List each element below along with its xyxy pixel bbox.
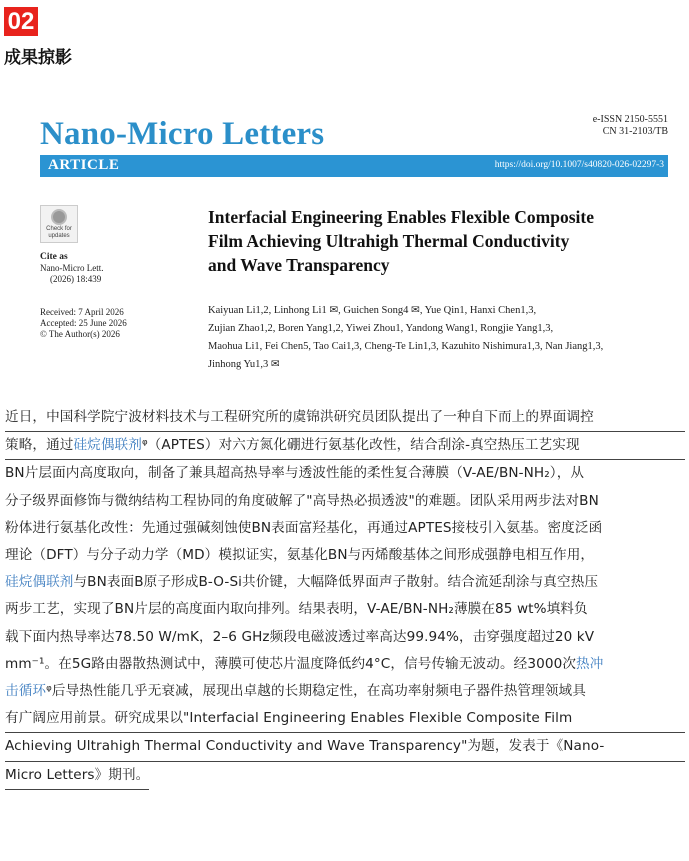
para-line: Micro Letters》期刊。 bbox=[5, 762, 149, 790]
para-line: 策略，通过硅烷偶联剂ᵠ（APTES）对六方氮化硼进行氨基化改性，结合刮涂-真空热压工艺实现 bbox=[5, 432, 685, 460]
para-line: 载下面内热导率达78.50 W/mK，2–6 GHz频段电磁波透过率高达99.94%，击穿强度超过20 kV bbox=[5, 628, 595, 645]
para-line: BN片层面内高度取向，制备了兼具超高热导率与透波性能的柔性复合薄膜（V-AE/BN-NH₂），从 bbox=[5, 465, 585, 482]
issn-block bbox=[593, 114, 668, 138]
doi-link[interactable]: https://doi.org/10.1007/s40820-026-02297-3 bbox=[494, 160, 664, 170]
article-label: ARTICLE bbox=[48, 157, 120, 173]
check-updates-label-1: Check for bbox=[46, 226, 72, 232]
dates-block bbox=[40, 307, 127, 340]
paper-title bbox=[208, 205, 668, 277]
title-line: and Wave Transparency bbox=[208, 255, 390, 275]
accepted-date: Accepted: 25 June 2026 bbox=[40, 318, 127, 328]
title-line: Film Achieving Ultrahigh Thermal Conductivity bbox=[208, 231, 570, 251]
author-line: Maohua Li1, Fei Chen5, Tao Cai1,3, Cheng-Te Lin1,3, Kazuhito Nishimura1,3, Nan Jiang1,3, bbox=[208, 341, 604, 352]
inline-link[interactable]: 热冲 bbox=[576, 655, 604, 672]
paper-header-image bbox=[38, 108, 670, 378]
para-line: 硅烷偶联剂与BN表面B原子形成B-O-Si共价键，大幅降低界面声子散射。结合流延刮涂与真空热压 bbox=[5, 574, 599, 591]
para-line: 两步工艺，实现了BN片层的高度面内取向排列。结果表明，V-AE/BN-NH₂薄膜在85 wt%填料负 bbox=[5, 601, 588, 618]
para-line: 近日，中国科学院宁波材料技术与工程研究所的虞锦洪研究员团队提出了一种自下而上的界面调控 bbox=[5, 404, 685, 432]
para-line: 粉体进行氨基化改性：先通过强碱刻蚀使BN表面富羟基化，再通过APTES接枝引入氨基。密度泛函 bbox=[5, 519, 603, 536]
cite-block bbox=[40, 251, 103, 285]
para-line: 分子级界面修饰与微纳结构工程协同的角度破解了"高导热必损透波"的难题。团队采用两步法对BN bbox=[5, 492, 599, 509]
para-line: 理论（DFT）与分子动力学（MD）模拟证实，氨基化BN与丙烯酸基体之间形成强静电相互作用， bbox=[5, 547, 595, 564]
cite-journal: Nano-Micro Lett. bbox=[40, 263, 104, 273]
journal-name: Nano-Micro Letters bbox=[40, 116, 325, 152]
title-line: Interfacial Engineering Enables Flexible Composite bbox=[208, 207, 594, 227]
cite-as-label: Cite as bbox=[40, 252, 68, 262]
check-updates-icon bbox=[51, 209, 67, 225]
author-line: Jinhong Yu1,3 ✉ bbox=[208, 359, 280, 370]
check-updates-label-2: updates bbox=[48, 233, 70, 239]
e-issn: e-ISSN 2150-5551 bbox=[592, 114, 668, 125]
para-line: mm⁻¹。在5G路由器散热测试中，薄膜可使芯片温度降低约4°C，信号传输无波动。经3000次热冲 bbox=[5, 655, 604, 672]
author-line: Kaiyuan Li1,2, Linhong Li1 ✉, Guichen Song4 ✉, Yue Qin1, Hanxi Chen1,3, bbox=[208, 305, 537, 316]
cn-number: CN 31-2103/TB bbox=[602, 126, 668, 137]
article-bar bbox=[40, 155, 668, 177]
received-date: Received: 7 April 2026 bbox=[40, 307, 124, 317]
section-title: 成果掠影 bbox=[4, 48, 72, 68]
check-updates-button[interactable] bbox=[40, 205, 78, 243]
article-summary bbox=[5, 404, 685, 790]
para-line: 击循环ᵠ后导热性能几乎无衰减，展现出卓越的长期稳定性，在高功率射频电子器件热管理领域具 bbox=[5, 683, 586, 700]
author-line: Zujian Zhao1,2, Boren Yang1,2, Yiwei Zhou1, Yandong Wang1, Rongjie Yang1,3, bbox=[208, 323, 554, 334]
para-line: Achieving Ultrahigh Thermal Conductivity and Wave Transparency"为题，发表于《Nano- bbox=[5, 733, 685, 761]
cite-ref: (2026) 18:439 bbox=[50, 274, 102, 284]
section-number-badge: 02 bbox=[4, 7, 38, 36]
inline-link[interactable]: 硅烷偶联剂 bbox=[73, 437, 142, 454]
author-list bbox=[208, 302, 668, 374]
copyright: © The Author(s) 2026 bbox=[40, 329, 120, 339]
para-line: 有广阔应用前景。研究成果以"Interfacial Engineering Enables Flexible Composite Film bbox=[5, 705, 685, 733]
inline-link[interactable]: 硅烷偶联剂 bbox=[5, 574, 74, 591]
inline-link[interactable]: 击循环 bbox=[5, 683, 47, 700]
